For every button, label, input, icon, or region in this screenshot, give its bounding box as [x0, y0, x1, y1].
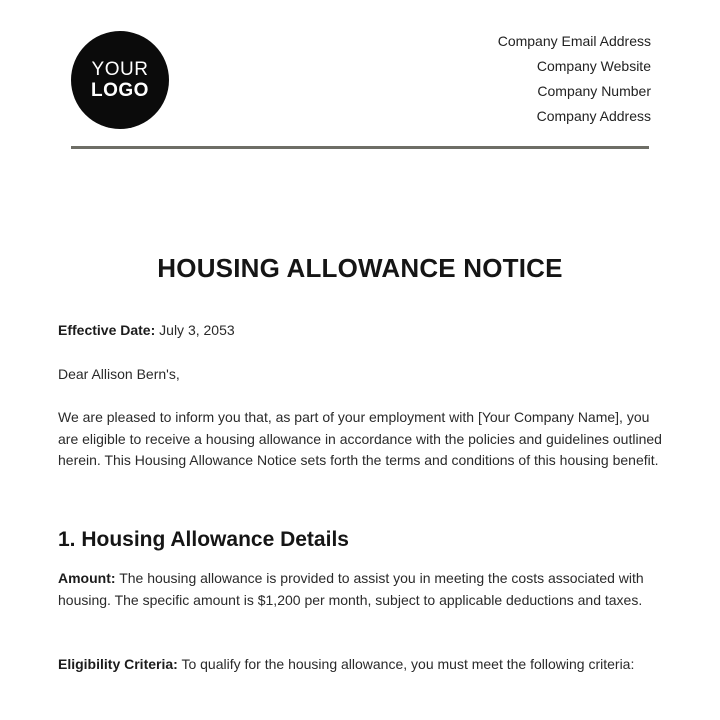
eligibility-label: Eligibility Criteria:	[58, 656, 178, 672]
logo-text-line2: LOGO	[91, 80, 149, 101]
amount-paragraph	[58, 568, 668, 611]
intro-paragraph: We are pleased to inform you that, as part of your employment with [Your Company Name], you are eligible to receive a housing allowance in accordance with the policies and guidelines outlined herein. This Housing Allowance Notice sets forth the terms and conditions of this housing benefit.	[58, 409, 662, 468]
amount-label: Amount:	[58, 570, 116, 586]
company-logo	[71, 31, 169, 129]
header-divider	[71, 146, 649, 149]
amount-text: The housing allowance is provided to assist you in meeting the costs associated with housing. The specific amount is $1,200 per month, subject to applicable deductions and taxes.	[58, 570, 644, 608]
company-website: Company Website	[536, 58, 651, 74]
eligibility-paragraph	[58, 654, 668, 676]
eligibility-text: To qualify for the housing allowance, you must meet the following criteria:	[181, 656, 635, 672]
company-address: Company Address	[536, 108, 651, 124]
effective-date-line	[58, 320, 668, 342]
company-number: Company Number	[537, 83, 651, 99]
effective-date-value: July 3, 2053	[159, 322, 235, 338]
logo-text-line1: YOUR	[91, 59, 149, 80]
document-title: HOUSING ALLOWANCE NOTICE	[157, 253, 563, 283]
section-heading-housing-allowance-details: 1. Housing Allowance Details	[58, 528, 349, 551]
salutation: Dear Allison Bern's,	[58, 366, 180, 382]
effective-date-label: Effective Date:	[58, 322, 156, 338]
company-contact-block	[498, 33, 651, 133]
company-email: Company Email Address	[497, 33, 651, 49]
